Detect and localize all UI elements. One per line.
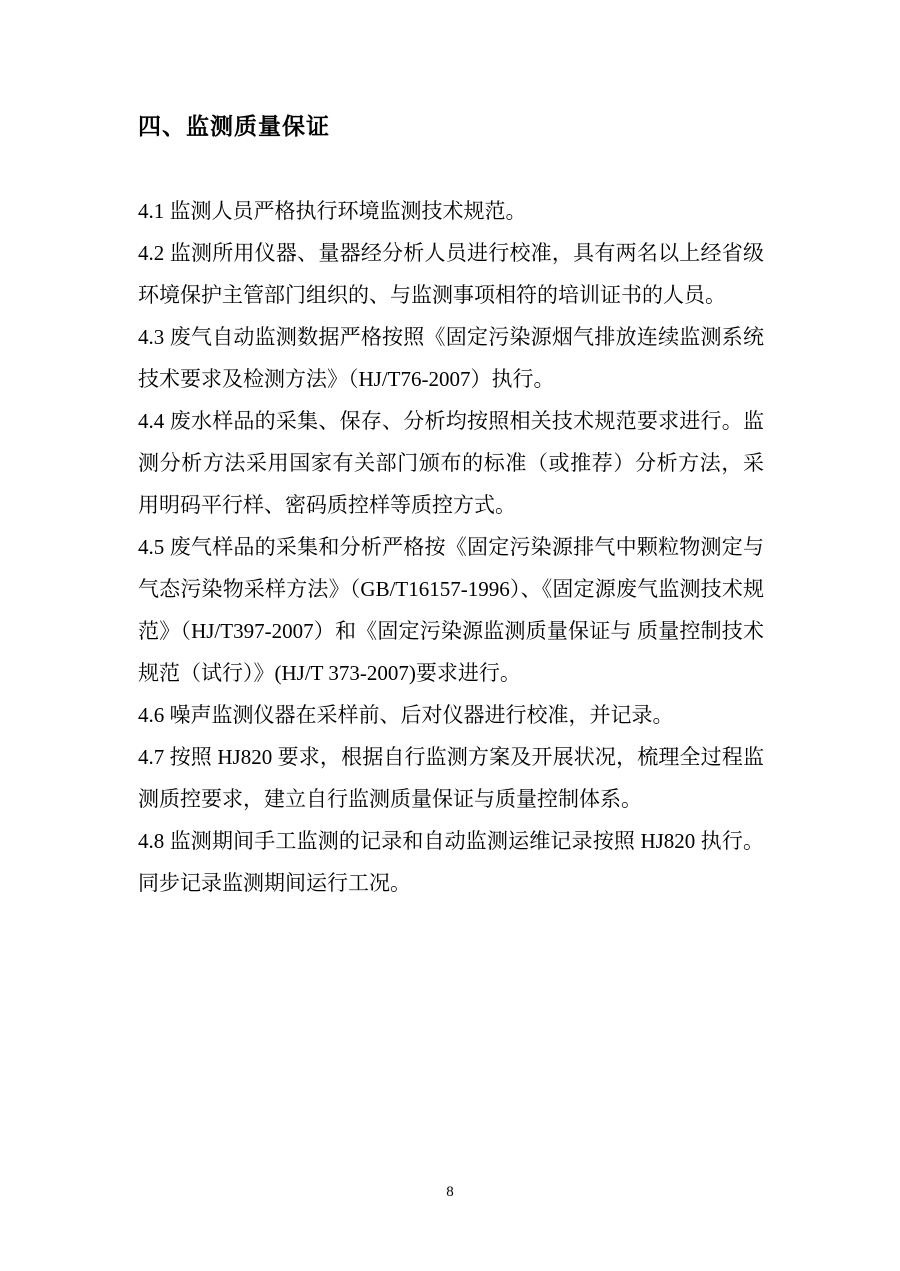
paragraph-4-7: 4.7 按照 HJ820 要求，根据自行监测方案及开展状况，梳理全过程监测质控要求，建立自行监测质量保证与质量控制体系。 — [138, 745, 764, 811]
paragraph-4-8: 4.8 监测期间手工监测的记录和自动监测运维记录按照 HJ820 执行。同步记录监测期间运行工况。 — [138, 829, 764, 895]
paragraph-4-2: 4.2 监测所用仪器、量器经分析人员进行校准，具有两名以上经省级环境保护主管部门组织的、与监测事项相符的培训证书的人员。 — [138, 241, 764, 307]
paragraph-4-3: 4.3 废气自动监测数据严格按照《固定污染源烟气排放连续监测系统技术要求及检测方法》（HJ/T76-2007）执行。 — [138, 325, 764, 391]
section-heading: 四、监测质量保证 — [138, 114, 330, 139]
page-number: 8 — [446, 1184, 454, 1200]
paragraph-4-4: 4.4 废水样品的采集、保存、分析均按照相关技术规范要求进行。监测分析方法采用国家有关部门颁布的标准（或推荐）分析方法，采用明码平行样、密码质控样等质控方式。 — [138, 409, 764, 517]
paragraph-4-6: 4.6 噪声监测仪器在采样前、后对仪器进行校准，并记录。 — [138, 703, 674, 727]
paragraph-4-5: 4.5 废气样品的采集和分析严格按《固定污染源排气中颗粒物测定与气态污染物采样方法》（GB/T16157-1996）、《固定源废气监测技术规范》（HJ/T397-2007）和《固定污染源监测质量保证与 质量控制技术规范（试行）》(HJ/T 373-2007)要求进行。 — [138, 535, 764, 685]
page-footer — [0, 1183, 900, 1201]
document-body — [138, 190, 764, 904]
paragraph-4-1: 4.1 监测人员严格执行环境监测技术规范。 — [138, 199, 527, 223]
